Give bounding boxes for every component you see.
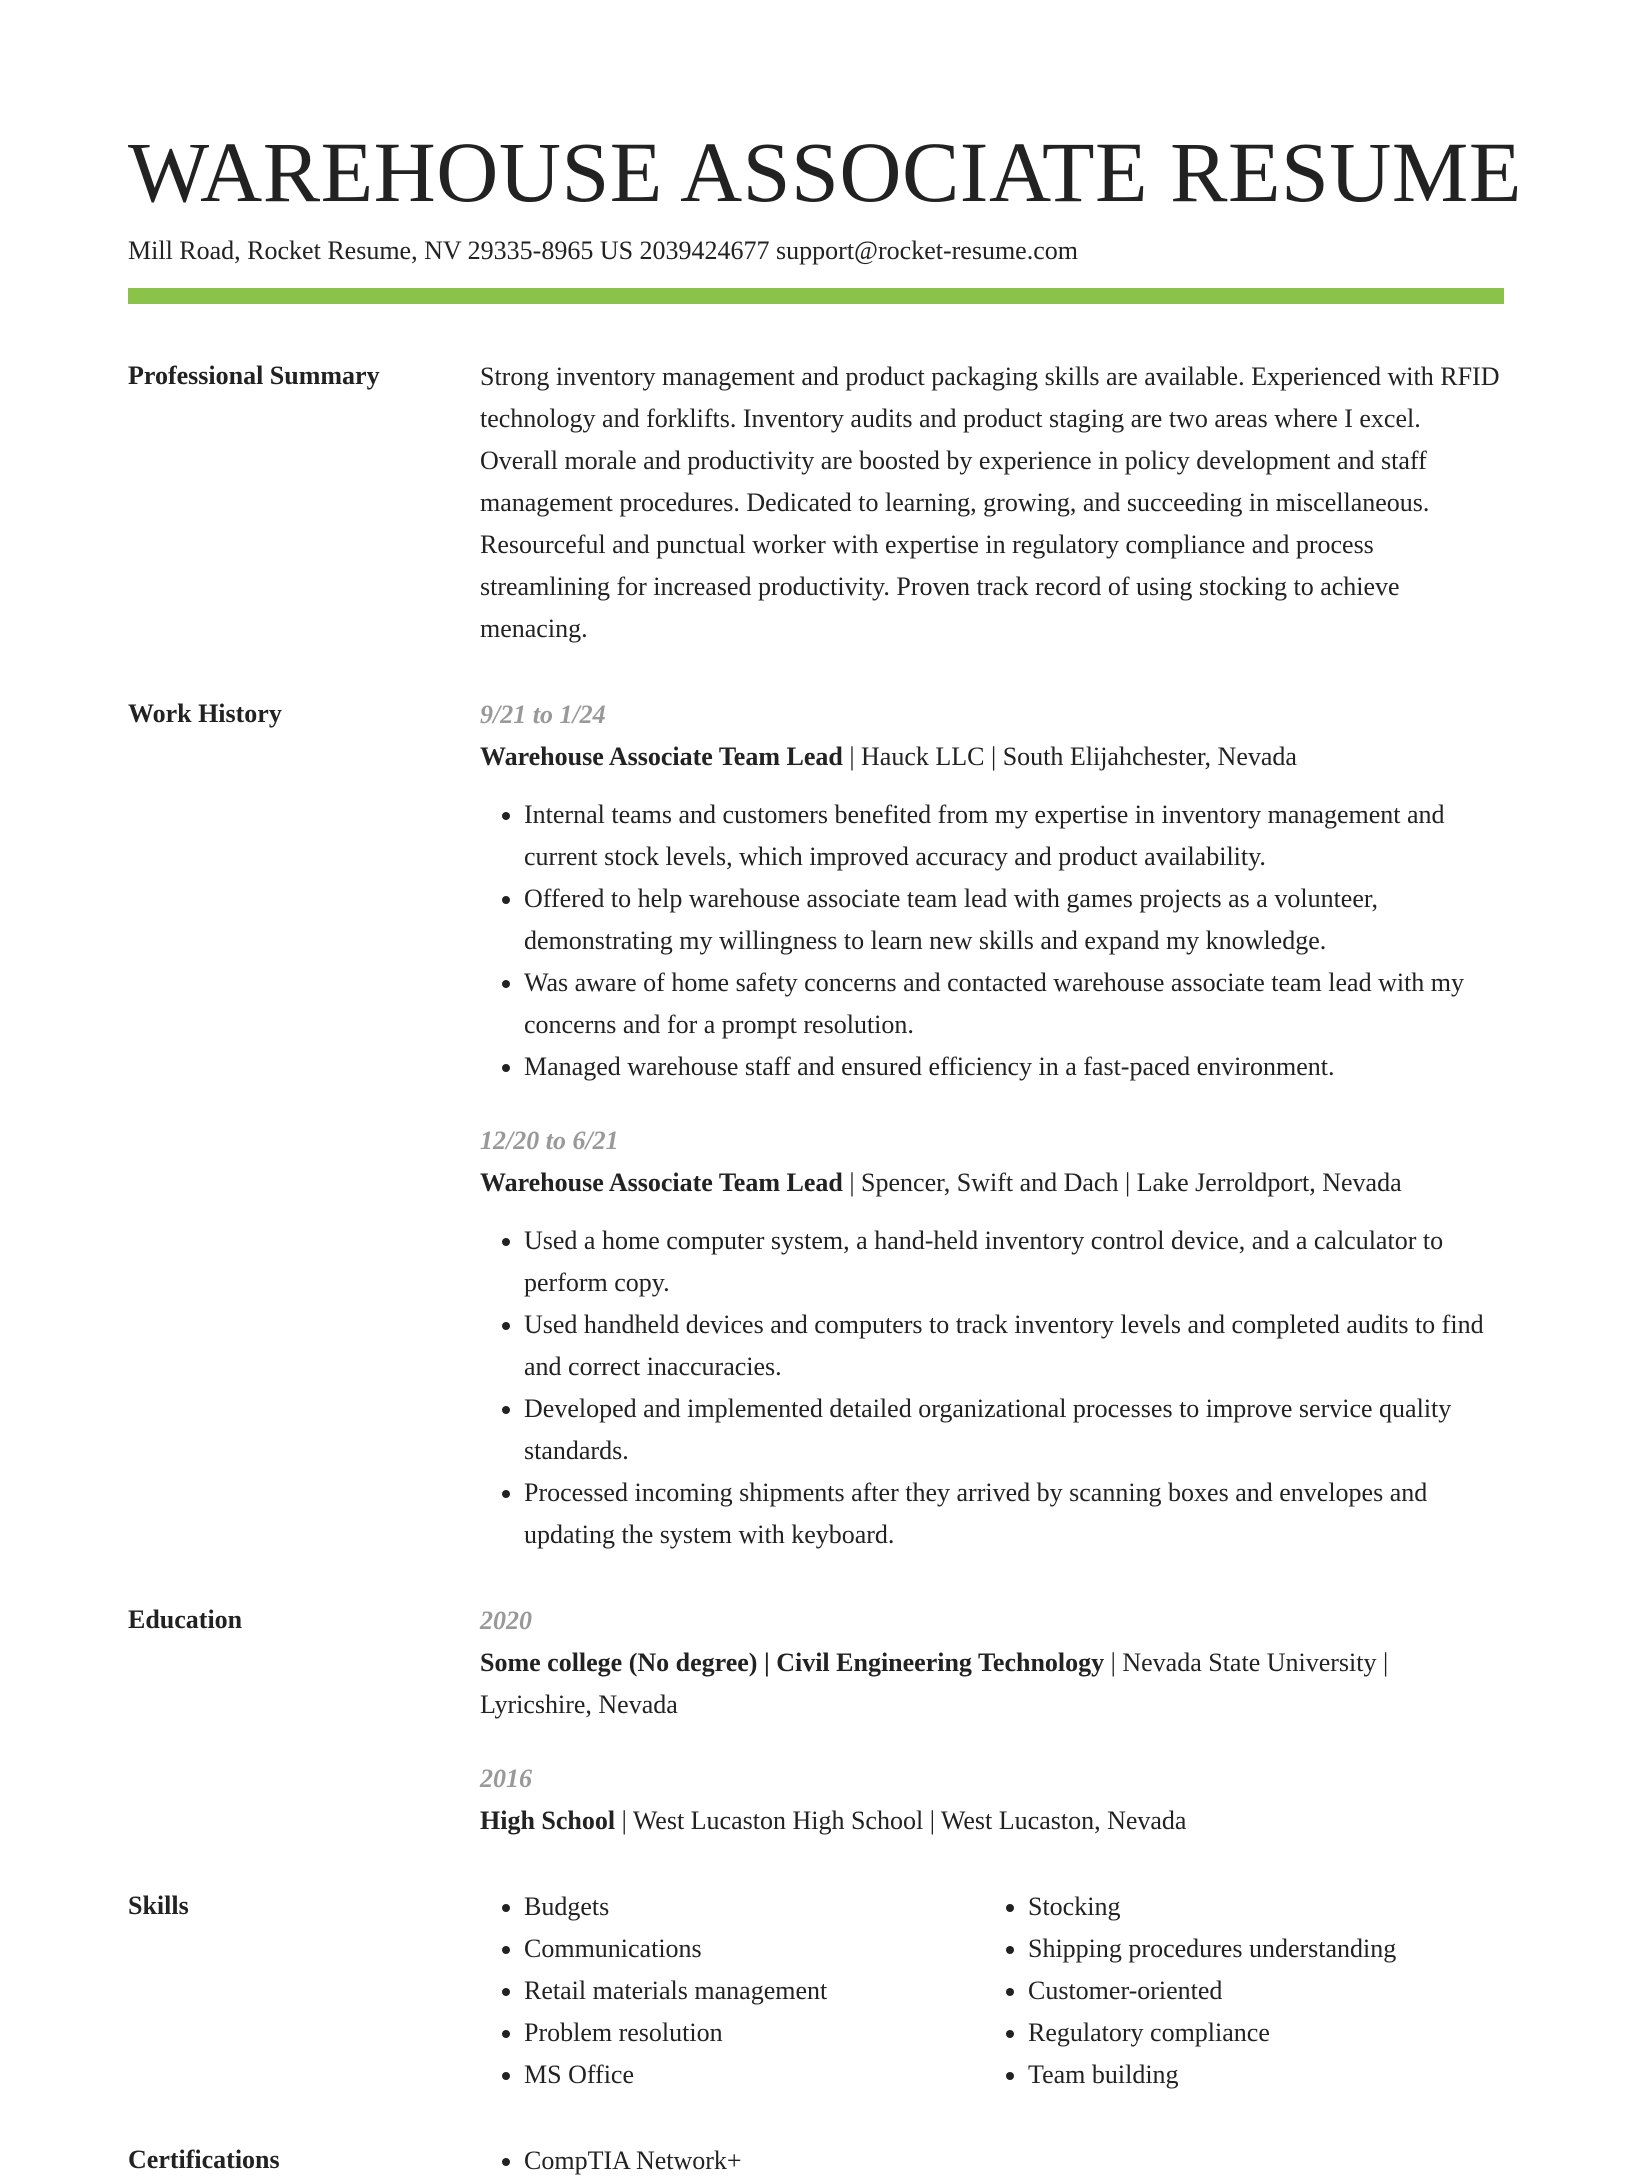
job-heading: [480, 1162, 1504, 1204]
summary-text: Strong inventory management and product packaging skills are available. Experienced with RFID technology and forklifts. Inventory audits and product staging are two areas where I excel. Overall morale and productivity are boosted by experience in policy development and staff management procedures. Dedicated to learning, growing, and succeeding in miscellaneous. Resourceful and punctual worker with expertise in regulatory compliance and process streamlining for increased productivity. Proven track record of using stocking to achieve menacing.: [480, 362, 1500, 643]
list-item: • Budgets: [524, 1886, 984, 1928]
education-section: [128, 1600, 1504, 1842]
work-history-section: [128, 694, 1504, 1556]
education-entry: [480, 1758, 1504, 1842]
job-title: Warehouse Associate Team Lead: [480, 742, 843, 771]
list-item: • Problem resolution: [524, 2012, 984, 2054]
certifications-section: [128, 2140, 1504, 2182]
list-item: • Processed incoming shipments after they arrived by scanning boxes and envelopes and updating the system with keyboard.: [524, 1472, 1504, 1556]
job-dates: 12/20 to 6/21: [480, 1126, 619, 1155]
list-item: • Managed warehouse staff and ensured efficiency in a fast-paced environment.: [524, 1046, 1504, 1088]
certifications-list: [480, 2140, 1504, 2182]
education-heading: [480, 1642, 1504, 1726]
skills-list-left: [480, 1886, 984, 2096]
job-bullets: [480, 794, 1504, 1088]
list-item: • Retail materials management: [524, 1970, 984, 2012]
list-item: • Team building: [1028, 2054, 1488, 2096]
resume-title: WAREHOUSE ASSOCIATE RESUME: [128, 124, 1522, 220]
education-heading: [480, 1800, 1504, 1842]
list-item: • Communications: [524, 1928, 984, 1970]
resume-page: [128, 120, 1522, 2182]
list-item: • Shipping procedures understanding: [1028, 1928, 1488, 1970]
list-item: • Internal teams and customers benefited from my expertise in inventory management and current stock levels, which improved accuracy and product availability.: [524, 794, 1504, 878]
job-entry: [480, 694, 1504, 1088]
list-item: • Developed and implemented detailed organizational processes to improve service quality standards.: [524, 1388, 1504, 1472]
skills-list-right: [984, 1886, 1488, 2096]
section-label-skills: Skills: [128, 1891, 189, 1920]
contact-line: Mill Road, Rocket Resume, NV 29335-8965 US 2039424677 support@rocket-resume.com: [128, 236, 1078, 265]
section-label-work-history: Work History: [128, 699, 282, 728]
section-label-education: Education: [128, 1605, 243, 1634]
section-label-certifications: Certifications: [128, 2145, 280, 2174]
job-heading: [480, 736, 1504, 778]
job-dates: 9/21 to 1/24: [480, 700, 606, 729]
list-item: • Customer-oriented: [1028, 1970, 1488, 2012]
education-year: 2020: [480, 1606, 532, 1635]
job-entry: [480, 1120, 1504, 1556]
job-details: | Spencer, Swift and Dach | Lake Jerroldport, Nevada: [842, 1168, 1402, 1197]
list-item: • Used handheld devices and computers to track inventory levels and completed audits to find and correct inaccuracies.: [524, 1304, 1504, 1388]
summary-section: [128, 356, 1504, 650]
list-item: • CompTIA Network+: [524, 2140, 1504, 2182]
skills-section: [128, 1886, 1504, 2096]
list-item: • Used a home computer system, a hand-held inventory control device, and a calculator to perform copy.: [524, 1220, 1504, 1304]
education-degree: Some college (No degree) | Civil Engineering Technology: [480, 1648, 1105, 1677]
list-item: • Was aware of home safety concerns and contacted warehouse associate team lead with my concerns and for a prompt resolution.: [524, 962, 1504, 1046]
list-item: • Offered to help warehouse associate team lead with games projects as a volunteer, demonstrating my willingness to learn new skills and expand my knowledge.: [524, 878, 1504, 962]
education-degree: High School: [480, 1806, 616, 1835]
education-entry: [480, 1600, 1504, 1726]
education-details: | West Lucaston High School | West Lucaston, Nevada: [615, 1806, 1187, 1835]
job-bullets: [480, 1220, 1504, 1556]
accent-divider: [128, 288, 1504, 304]
education-details: | Nevada State University | Lyricshire, Nevada: [480, 1648, 1389, 1719]
job-details: | Hauck LLC | South Elijahchester, Nevada: [842, 742, 1297, 771]
list-item: • Stocking: [1028, 1886, 1488, 1928]
list-item: • Regulatory compliance: [1028, 2012, 1488, 2054]
list-item: • MS Office: [524, 2054, 984, 2096]
education-year: 2016: [480, 1764, 532, 1793]
job-title: Warehouse Associate Team Lead: [480, 1168, 843, 1197]
section-label-summary: Professional Summary: [128, 361, 380, 390]
